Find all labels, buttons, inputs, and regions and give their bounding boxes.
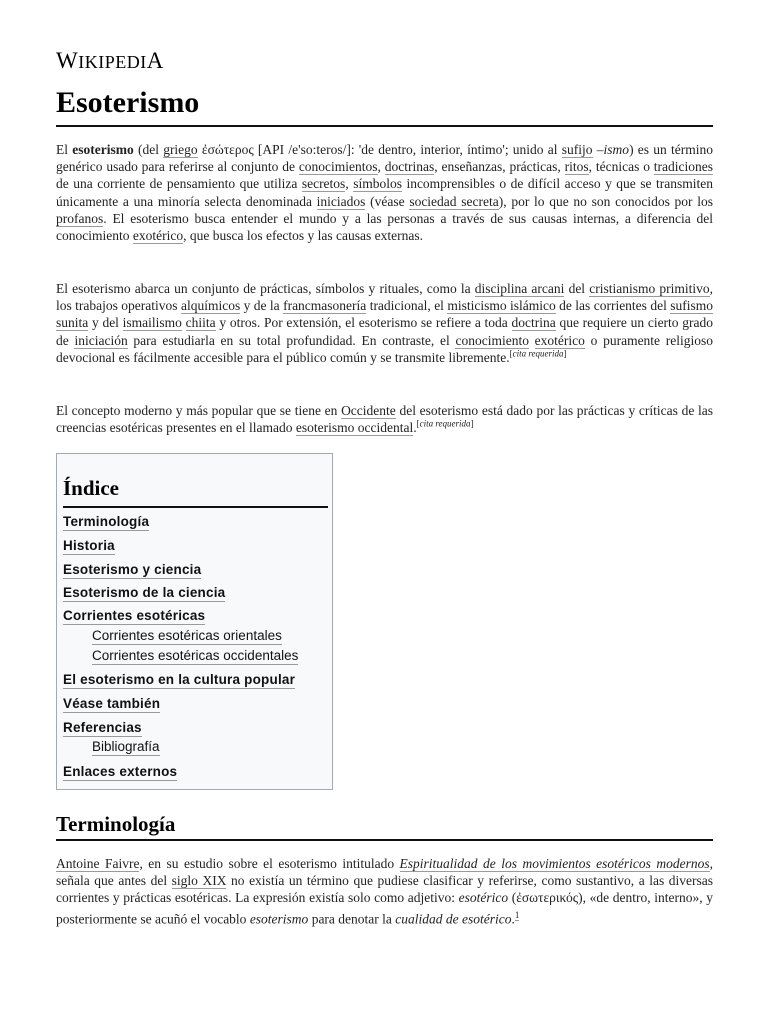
- link-sufijo[interactable]: sufijo: [561, 142, 593, 157]
- toc-item-terminologia[interactable]: Terminología: [63, 514, 150, 529]
- link-secretos[interactable]: secretos: [301, 176, 346, 192]
- paragraph-terminologia: Antoine Faivre, en su estudio sobre el esoterismo intitulado Espiritualidad de los movimientos esotéricos modernos, señala que antes del siglo XIX no existía un término que pudiese clasificar y referirse, como sustantivo, a las diversas corrientes y prácticas esotéricas. La expresión existía solo como adjetivo: esotérico (ἐσωτερικός), «de dentro, interno», y posteriormente se acuñó el vocablo esoterismo para denotar la cualidad de esotérico.$^1$: [56, 856, 714, 927]
- toc-divider: [63, 506, 328, 508]
- toc-item-corrientes-occidentales[interactable]: Corrientes esotéricas occidentales: [92, 648, 299, 663]
- link-occidente[interactable]: Occidente: [341, 403, 396, 418]
- link-sunita[interactable]: sunita: [56, 315, 89, 331]
- toc-item-esoterismo-de-la-ciencia[interactable]: Esoterismo de la ciencia: [63, 585, 226, 600]
- link-obra-faivre[interactable]: Espiritualidad de los movimientos esotéricos modernos: [399, 856, 710, 871]
- toc-item-esoterismo-y-ciencia[interactable]: Esoterismo y ciencia: [63, 562, 202, 577]
- link-profanos[interactable]: profanos: [56, 210, 104, 226]
- link-exoterico-2[interactable]: exotérico: [534, 332, 585, 348]
- toc-item-vease-tambien[interactable]: Véase también: [63, 696, 161, 711]
- paragraph-occidente: El concepto moderno y más popular que se tiene en Occidente del esoterismo está dado por las prácticas y críticas de las creencias esotéricas presentes en el llamado esoterismo occidental.[cita requerida]: [56, 403, 713, 436]
- link-doctrinas[interactable]: doctrinas: [384, 159, 435, 175]
- link-conocimiento[interactable]: conocimiento: [455, 332, 529, 348]
- link-griego[interactable]: griego: [163, 142, 198, 157]
- link-antoine-faivre[interactable]: Antoine Faivre: [56, 856, 140, 871]
- term-bold: esoterismo: [72, 142, 134, 157]
- link-francmasoneria[interactable]: francmasonería: [283, 298, 367, 314]
- wikipedia-logo[interactable]: WIKIPEDIA: [56, 48, 164, 73]
- link-esoterismo-occidental[interactable]: esoterismo occidental: [295, 420, 414, 436]
- paragraph-practicas: El esoterismo abarca un conjunto de prácticas, símbolos y rituales, como la disciplina arcani del cristianismo primitivo, los trabajos operativos alquímicos y de la francmasonería tradicional, el misticismo islámico de las corrientes del sufismo sunita y del ismailismo chiita y otros. Por extensión, el esoterismo se refiere a toda doctrina que requiere un cierto grado de iniciación para estudiarla en su total profundidad. En contraste, el conocimiento exotérico o puramente religioso devocional es fácilmente accesible para el público común y se transmite libremente.[cita requerida]: [56, 281, 714, 365]
- link-iniciados[interactable]: iniciados: [316, 193, 366, 209]
- toc-item-bibliografia[interactable]: Bibliografía: [92, 739, 160, 754]
- link-doctrina[interactable]: doctrina: [511, 315, 556, 331]
- link-iniciacion[interactable]: iniciación: [74, 332, 128, 348]
- title-divider: [56, 125, 713, 127]
- link-alquimicos[interactable]: alquímicos: [180, 298, 241, 314]
- table-of-contents: [56, 453, 333, 790]
- reference-1[interactable]: 1: [514, 909, 520, 920]
- link-sociedad-secreta[interactable]: sociedad secreta: [409, 193, 499, 209]
- link-chiita[interactable]: chiita: [185, 315, 216, 331]
- link-ritos[interactable]: ritos: [564, 159, 589, 175]
- citation-needed[interactable]: [cita requerida]: [416, 418, 474, 429]
- link-ismailismo[interactable]: ismailismo: [122, 315, 182, 331]
- link-sufismo[interactable]: sufismo: [670, 298, 713, 314]
- link-cristianismo-primitivo[interactable]: cristianismo primitivo: [589, 281, 710, 296]
- link-siglo-xix[interactable]: siglo XIX: [171, 873, 227, 889]
- link-exoterico[interactable]: exotérico: [132, 228, 184, 244]
- toc-item-historia[interactable]: Historia: [63, 538, 115, 553]
- toc-item-corrientes-orientales[interactable]: Corrientes esotéricas orientales: [92, 628, 282, 643]
- section-divider: [56, 839, 713, 841]
- link-tradiciones[interactable]: tradiciones: [653, 159, 714, 175]
- section-heading-terminologia: Terminología: [56, 812, 176, 836]
- toc-item-corrientes-esotericas[interactable]: Corrientes esotéricas: [63, 608, 206, 623]
- link-disciplina-arcani[interactable]: disciplina arcani: [474, 281, 565, 296]
- link-conocimientos[interactable]: conocimientos: [298, 159, 378, 175]
- page-title: Esoterismo: [56, 86, 200, 119]
- link-simbolos[interactable]: símbolos: [353, 176, 402, 192]
- link-misticismo-islamico[interactable]: misticismo islámico: [447, 298, 556, 314]
- paragraph-intro: El esoterismo (del griego ἐσώτερος [API /e'so:teros/]: 'de dentro, interior, íntimo'; unido al sufijo –ismo) es un término genérico usado para referirse al conjunto de conocimientos, doctrinas, enseñanzas, prácticas, ritos, técnicas o tradiciones de una corriente de pensamiento que utiliza secretos, símbolos incomprensibles o de difícil acceso y que se transmiten únicamente a una minoría selecta denominada iniciados (véase sociedad secreta), por lo que no son conocidos por los profanos. El esoterismo busca entender el mundo y a las personas a través de sus causas internas, a diferencia del conocimiento exotérico, que busca los efectos y las causas externas.: [56, 142, 714, 244]
- toc-item-referencias[interactable]: Referencias: [63, 720, 142, 735]
- toc-title: Índice: [63, 476, 120, 500]
- toc-item-enlaces-externos[interactable]: Enlaces externos: [63, 764, 178, 779]
- toc-item-cultura-popular[interactable]: El esoterismo en la cultura popular: [63, 672, 296, 687]
- citation-needed[interactable]: [cita requerida]: [509, 348, 567, 359]
